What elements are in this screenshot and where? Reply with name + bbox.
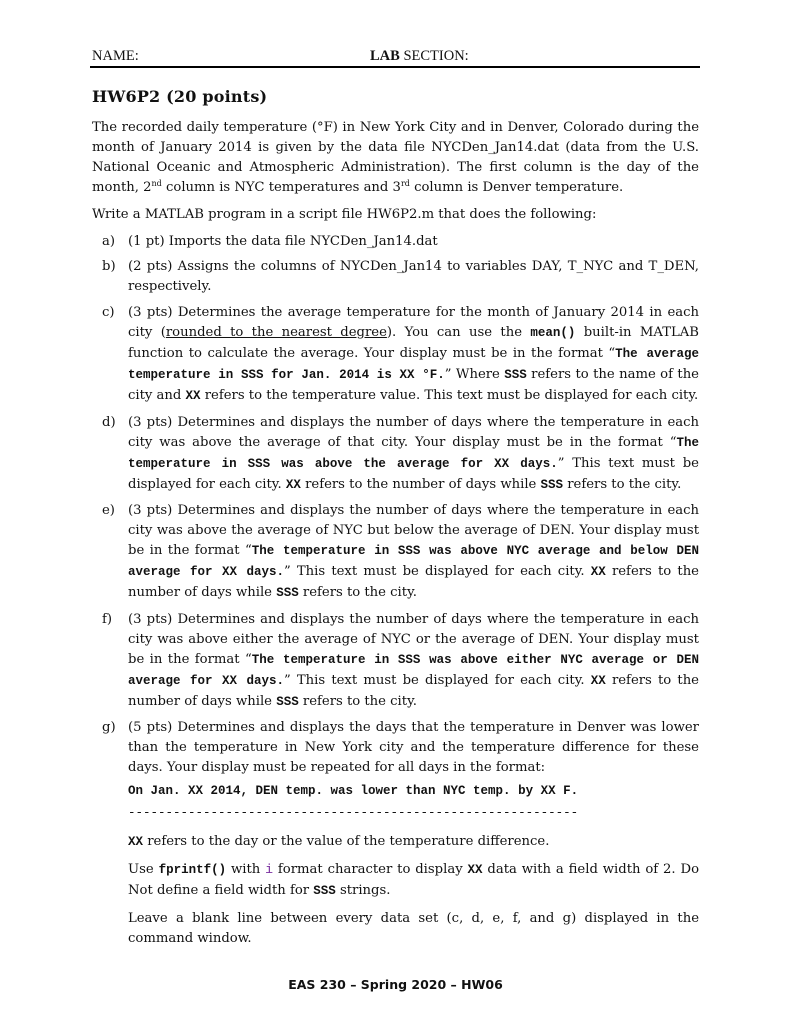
task-label: f) bbox=[102, 611, 113, 627]
name-label: NAME: bbox=[92, 48, 139, 64]
task-text: refers to the number of days while bbox=[300, 476, 541, 492]
task-text: with bbox=[226, 861, 266, 877]
task-text: strings. bbox=[335, 882, 391, 898]
intro-sup-nd: nd bbox=[151, 178, 162, 188]
format-char-i: i bbox=[265, 861, 274, 877]
placeholder-xx: XX bbox=[467, 862, 483, 877]
placeholder-xx: XX bbox=[128, 835, 144, 849]
page-footer: EAS 230 – Spring 2020 – HW06 bbox=[288, 977, 503, 992]
task-item-f bbox=[92, 610, 699, 713]
format-string: The temperature in SSS was above the average for XX days. bbox=[128, 435, 699, 471]
task-text: (1 pt) Imports the data file NYCDen_Jan14.dat bbox=[128, 233, 438, 249]
task-item-d bbox=[92, 413, 699, 496]
format-string: The temperature in SSS was above either NYC average or DEN average for XX days. bbox=[128, 652, 699, 688]
section-word: SECTION: bbox=[399, 48, 469, 64]
task-text: refers to the city. bbox=[298, 693, 417, 709]
placeholder-xx: XX bbox=[590, 565, 606, 580]
page-header bbox=[92, 48, 700, 68]
task-list bbox=[92, 232, 699, 949]
task-text: (3 pts) Determines and displays the number of days where the temperature in each city was above either the average of NYC or the average of DEN. Your display must be in the format “ bbox=[128, 611, 699, 667]
task-text: refers to the name of the city and bbox=[128, 366, 699, 403]
placeholder-sss: SSS bbox=[313, 883, 336, 898]
lab-word: LAB bbox=[370, 48, 400, 64]
task-text: format character to display bbox=[273, 861, 468, 877]
document-body bbox=[92, 86, 699, 956]
fprintf-note bbox=[128, 860, 699, 902]
intro-paragraph bbox=[92, 118, 699, 198]
task-label: c) bbox=[102, 305, 115, 321]
blank-line-note: Leave a blank line between every data set (c, d, e, f, and g) displayed in the command window. bbox=[128, 910, 699, 946]
header-rule bbox=[90, 66, 700, 68]
placeholder-sss: SSS bbox=[276, 694, 299, 709]
instruction-paragraph: Write a MATLAB program in a script file HW6P2.m that does the following: bbox=[92, 206, 597, 222]
task-text: refers to the day or the value of the temperature difference. bbox=[143, 834, 550, 849]
intro-text-3: column is Denver temperature. bbox=[409, 179, 624, 195]
task-label: g) bbox=[102, 720, 116, 736]
intro-sup-rd: rd bbox=[400, 178, 410, 188]
task-text: ” This text must be displayed for each city. bbox=[283, 564, 591, 580]
task-text: data with a field width of 2. Do Not define a field width for bbox=[128, 861, 700, 898]
task-text: refers to the number of days while bbox=[128, 564, 699, 601]
task-text: refers to the number of days while bbox=[128, 672, 699, 709]
intro-text-1: The recorded daily temperature (°F) in New York City and in Denver, Colorado during the month of January 2014 is given by the data file NYCDen_Jan14.dat (data from the U.S. National Oceanic and Atmospheric Administration). The first column is the day of the month, 2 bbox=[92, 120, 699, 195]
task-text: refers to the city. bbox=[563, 476, 682, 492]
task-label: a) bbox=[102, 233, 116, 249]
format-string: The average temperature in SSS for Jan. 2014 is XX °F. bbox=[128, 347, 699, 382]
task-item-g bbox=[92, 718, 699, 948]
code-mean: mean() bbox=[530, 326, 576, 341]
task-label: b) bbox=[102, 259, 116, 275]
task-text: ” This text must be displayed for each city. bbox=[128, 455, 699, 492]
lab-section-label bbox=[370, 48, 469, 65]
task-label: e) bbox=[102, 503, 115, 519]
task-text: built-in MATLAB function to calculate the average. Your display must be in the format “ bbox=[128, 325, 699, 362]
format-string: The temperature in SSS was above NYC average and below DEN average for XX days. bbox=[128, 544, 699, 580]
task-text: ” This text must be displayed for each city. bbox=[283, 672, 591, 688]
task-label: d) bbox=[102, 414, 116, 430]
task-text: ). You can use the bbox=[386, 325, 531, 341]
underlined-text: rounded to the nearest degree bbox=[165, 325, 387, 341]
task-item-a bbox=[92, 232, 699, 252]
task-text: refers to the city. bbox=[298, 585, 417, 601]
task-text: (5 pts) Determines and displays the days that the temperature in Denver was lower than the temperature in New York city and the temperature difference for these days. Your display must be repeated for all days in the format: bbox=[128, 720, 699, 776]
task-text: (3 pts) Determines the average temperature for the month of January 2014 in each city ( bbox=[128, 305, 699, 341]
code-fprintf: fprintf() bbox=[158, 862, 227, 877]
placeholder-sss: SSS bbox=[540, 477, 564, 492]
placeholder-xx: XX bbox=[185, 388, 201, 403]
task-text: (3 pts) Determines and displays the number of days where the temperature in each city was above the average of NYC but below the average of DEN. Your display must be in the format “ bbox=[128, 503, 699, 559]
assignment-title: HW6P2 (20 points) bbox=[92, 87, 268, 106]
task-item-b bbox=[92, 257, 699, 297]
xx-note bbox=[128, 832, 699, 853]
task-item-c bbox=[92, 303, 699, 407]
placeholder-xx: XX bbox=[590, 673, 606, 688]
output-format-code: On Jan. XX 2014, DEN temp. was lower than NYC temp. by XX F. bbox=[128, 784, 579, 799]
task-text: Use bbox=[128, 861, 159, 877]
task-text: (2 pts) Assigns the columns of NYCDen_Jan14 to variables DAY, T_NYC and T_DEN, respectively. bbox=[128, 259, 699, 295]
intro-text-2: column is NYC temperatures and 3 bbox=[161, 179, 401, 195]
placeholder-sss: SSS bbox=[504, 367, 527, 382]
placeholder-xx: XX bbox=[285, 477, 301, 492]
task-text: ” Where bbox=[444, 366, 505, 382]
placeholder-sss: SSS bbox=[276, 586, 299, 601]
task-text: refers to the temperature value. This text must be displayed for each city. bbox=[200, 387, 699, 403]
dashed-separator: ------------------------------------------------------------ bbox=[128, 806, 579, 821]
task-item-e bbox=[92, 501, 699, 604]
task-text: (3 pts) Determines and displays the number of days where the temperature in each city was above the average of that city. Your display must be in the format “ bbox=[128, 414, 699, 450]
